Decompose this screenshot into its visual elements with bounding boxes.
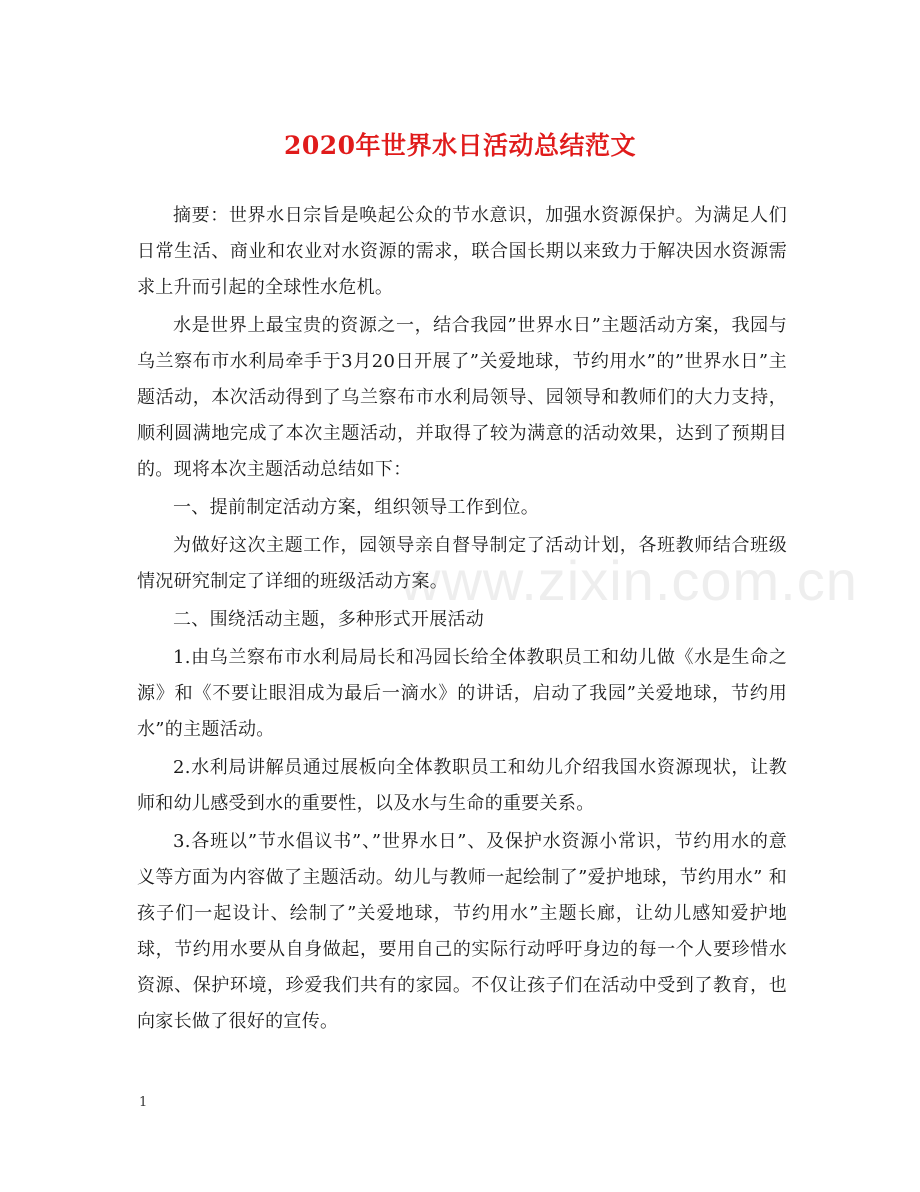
paragraph-intro: 水是世界上最宝贵的资源之一，结合我园”世界水日”主题活动方案，我园与乌兰察布市水利局牵手于3月20日开展了”关爱地球，节约用水”的”世界水日”主题活动，本次活动得到了乌兰察布市水利局领导、园领导和教师们的大力支持，顺利圆满地完成了本次主题活动，并取得了较为满意的活动效果，达到了预期目的。现将本次主题活动总结如下： [137, 315, 787, 480]
section-heading-1: 一、提前制定活动方案，组织领导工作到位。 [173, 497, 539, 518]
document-title: 2020年世界水日活动总结范文 [283, 131, 637, 160]
paragraph-section-1: 为做好这次主题工作，园领导亲自督导制定了活动计划，各班教师结合班级情况研究制定了详细的班级活动方案。 [137, 535, 787, 592]
paragraph-abstract: 摘要：世界水日宗旨是唤起公众的节水意识，加强水资源保护。为满足人们日常生活、商业和农业对水资源的需求，联合国长期以来致力于解决因水资源需求上升而引起的全球性水危机。 [137, 205, 787, 298]
page-number: 1 [139, 1095, 148, 1110]
document-body [137, 198, 787, 1042]
list-item-1: 1.由乌兰察布市水利局局长和冯园长给全体教职员工和幼儿做《水是生命之源》和《不要让眼泪成为最后一滴水》的讲话，启动了我园”关爱地球，节约用水”的主题活动。 [137, 647, 787, 740]
watermark: www.zixin.com.cn [400, 549, 858, 612]
list-item-2: 2.水利局讲解员通过展板向全体教职员工和幼儿介绍我国水资源现状，让教师和幼儿感受到水的重要性，以及水与生命的重要关系。 [137, 757, 787, 814]
section-heading-2: 二、围绕活动主题，多种形式开展活动 [173, 609, 485, 630]
list-item-3: 3.各班以”节水倡议书”、”世界水日”、及保护水资源小常识，节约用水的意义等方面为内容做了主题活动。幼儿与教师一起绘制了”爱护地球，节约用水” 和孩子们一起设计、绘制了”关爱地球，节约用水”主题长廊，让幼儿感知爱护地球，节约用水要从自身做起，要用自己的实际行动呼吁身边的每一个人要珍惜水资源、保护环境，珍爱我们共有的家园。不仅让孩子们在活动中受到了教育，也向家长做了很好的宣传。 [137, 831, 787, 1032]
